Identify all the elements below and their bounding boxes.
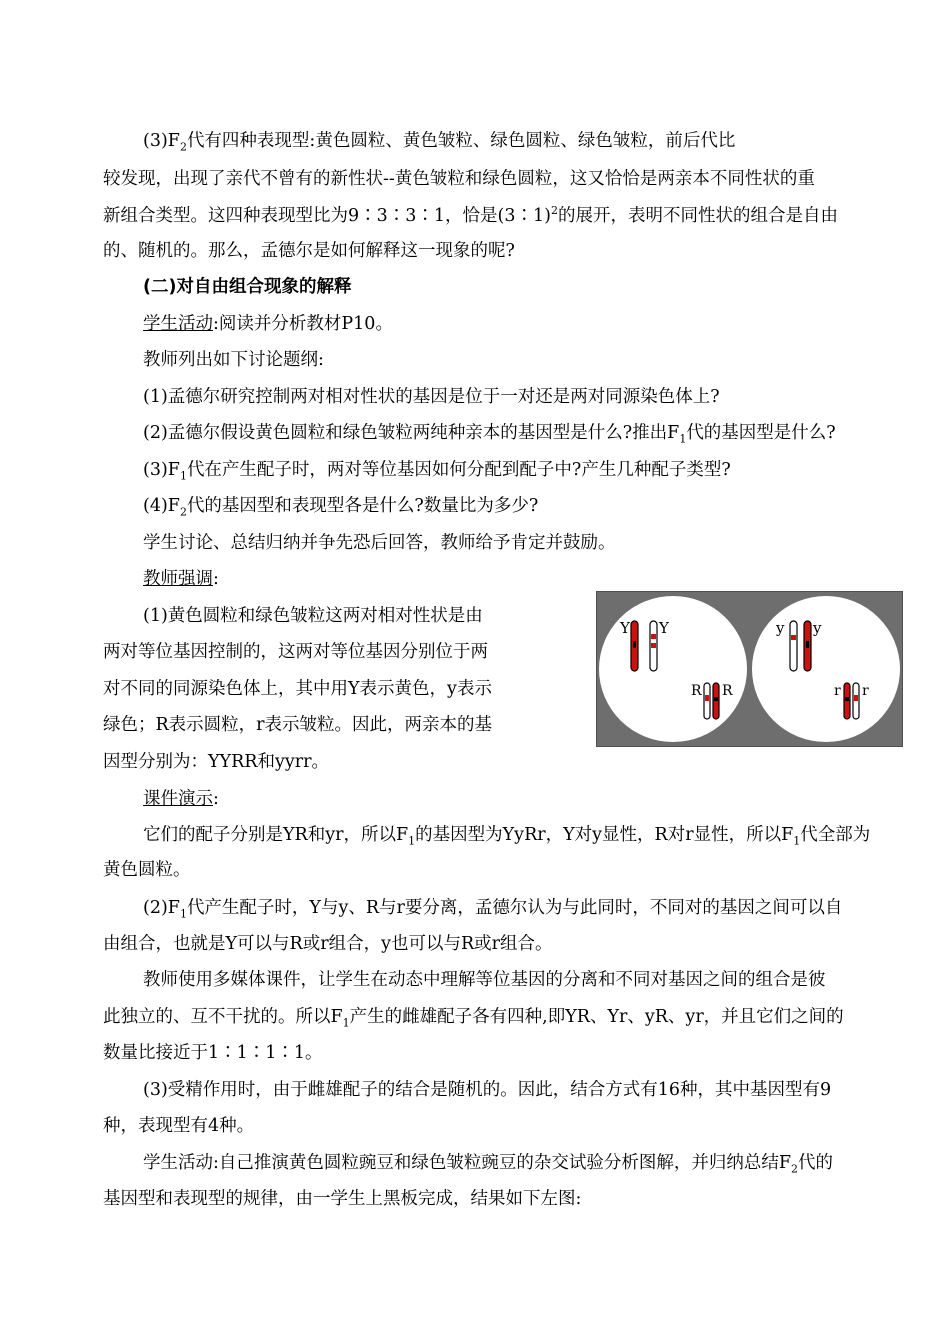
gene-label: r (862, 683, 869, 699)
chromosome-figure (596, 591, 903, 747)
paragraph-line: 对不同的同源染色体上，其中用Y表示黄色，y表示 (103, 679, 492, 699)
gene-label: R (722, 683, 733, 699)
gene-mark (651, 634, 656, 639)
gene-label: Y (659, 619, 669, 637)
paragraph-line: 新组合类型。这四种表现型比为9∶3∶3∶1，恰是(3∶1)$^2$的展开，表明不同性状的组合是自由 (103, 204, 838, 226)
paragraph-line: 教师使用多媒体课件，让学生在动态中理解等位基因的分离和不同对基因之间的组合是彼 (143, 970, 826, 990)
student-activity-label: 学生活动 (143, 314, 213, 334)
gene-mark (651, 643, 656, 648)
gene-label: r (834, 683, 841, 699)
teacher-emphasis-line: 教师强调: (143, 569, 219, 589)
paragraph-line: (1)黄色圆粒和绿色皱粒这两对相对性状是由 (143, 606, 483, 626)
paragraph-line: 学生活动:自己推演黄色圆粒豌豆和绿色皱粒豌豆的杂交试验分析图解，并归纳总结$F_2$代的 (143, 1153, 834, 1176)
paragraph-line: 数量比接近于1∶1∶1∶1。 (103, 1043, 323, 1063)
paragraph-line: 因型分别为：YYRR和yyrr。 (103, 752, 329, 772)
teacher-emphasis-label: 教师强调 (143, 569, 213, 589)
chromosome-big (790, 621, 797, 671)
gene-label: R (691, 683, 702, 699)
gene-label: y (776, 619, 785, 637)
paragraph-line: 此独立的、互不干扰的。所以$F_1$产生的雌雄配子各有四种,即YR、Yr、yR、yr，并且它们之间的 (103, 1007, 844, 1030)
student-activity-line: 学生活动:阅读并分析教材P10。 (143, 314, 393, 334)
question-2: (2)孟德尔假设黄色圆粒和绿色皱粒两纯种亲本的基因型是什么?推出$F_1$代的基因型是什么? (143, 423, 836, 446)
courseware-demo-line: 课件演示: (143, 789, 219, 809)
gene-mark (705, 695, 709, 701)
paragraph-line: (3)受精作用时，由于雌雄配子的结合是随机的。因此，结合方式有16种，其中基因型有9 (143, 1080, 832, 1100)
paragraph-line: 绿色；R表示圆粒，r表示皱粒。因此，两亲本的基 (103, 715, 493, 735)
paragraph-line: $(3)F_2$代有四种表现型:黄色圆粒、黄色皱粒、绿色圆粒、绿色皱粒，前后代比 (143, 131, 736, 154)
section-heading: (二)对自由组合现象的解释 (143, 277, 352, 297)
teacher-list-line: 教师列出如下讨论题纲: (143, 350, 324, 370)
paragraph-line: 基因型和表现型的规律，由一学生上黑板完成，结果如下左图: (103, 1189, 582, 1209)
paragraph-line: $(2)F_1$代产生配子时，Y与y、R与r要分离，孟德尔认为与此同时，不同对的基因之间可以自 (143, 898, 843, 921)
discussion-line: 学生讨论、总结归纳并争先恐后回答，教师给予肯定并鼓励。 (143, 533, 616, 553)
centromere (845, 697, 849, 701)
gene-mark (791, 635, 796, 640)
paragraph-line: 种，表现型有4种。 (103, 1116, 255, 1136)
paragraph-line: 的、随机的。那么，孟德尔是如何解释这一现象的呢? (103, 241, 515, 261)
gene-mark (854, 695, 858, 701)
paragraph-line: 两对等位基因控制的，这两对等位基因分别位于两 (103, 642, 488, 662)
centromere (714, 697, 718, 701)
paragraph-line: 它们的配子分别是YR和yr，所以$F_1$的基因型为YyRr，Y对y显性，R对r显性，所以$F_1$代全部为 (143, 825, 871, 848)
cell-circle-1 (599, 596, 747, 742)
paragraph-line: 黄色圆粒。 (103, 860, 191, 880)
centromere (633, 641, 636, 648)
question-1: (1)孟德尔研究控制两对相对性状的基因是位于一对还是两对同源染色体上? (143, 387, 720, 407)
cell-circle-2 (752, 596, 900, 742)
courseware-demo-label: 课件演示 (143, 789, 213, 809)
question-3: $(3)F_1$代在产生配子时，两对等位基因如何分配到配子中?产生几种配子类型? (143, 460, 731, 483)
centromere (806, 641, 809, 648)
question-4: $(4)F_2$代的基因型和表现型各是什么?数量比为多少? (143, 496, 539, 519)
gene-label: Y (620, 619, 630, 637)
paragraph-line: 由组合，也就是Y可以与R或r组合，y也可以与R或r组合。 (103, 934, 553, 954)
paragraph-line: 较发现，出现了亲代不曾有的新性状--黄色皱粒和绿色圆粒，这又恰恰是两亲本不同性状的重 (103, 169, 815, 189)
gene-label: y (813, 619, 822, 637)
